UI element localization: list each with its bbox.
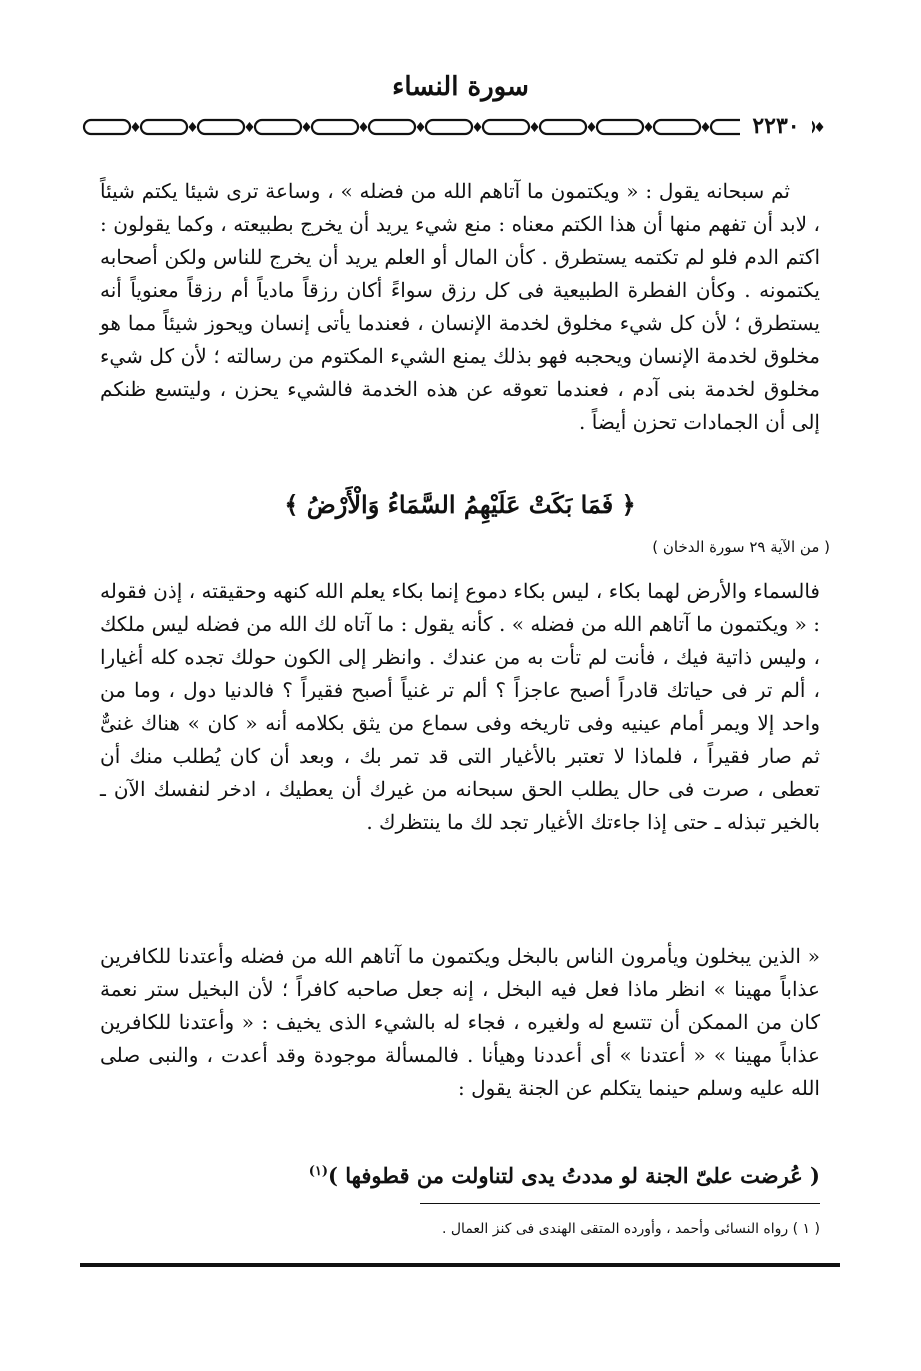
ornament-oval	[597, 120, 643, 134]
paragraph-2: فالسماء والأرض لهما بكاء ، ليس بكاء دموع إنما بكاء يعلم الله كنهه وحقيقته ، إذن فقوله : « ويكتمون ما آتاهم الله من فضله » . كأنه يقول : ما آتاه لك الله من فضله ليس ملكك ، وليس ذاتية فيك ، فأنت لم تأت به من عندك . وانظر إلى الكون حولك تجده كله أغيارا ، ألم تر فى حياتك قادراً أصبح عاجزاً ؟ ألم تر غنياً أصبح فقيراً ؟ فالدنيا دول ، وما من واحد إلا ويمر أمام عينيه وفى تاريخه وفى سماع من يثق بكلامه أنه « كان » هناك غنىٌّ ثم صار فقيراً ، فلماذا لا تعتبر بالأغيار التى قد تمر بك ، وبعد أن كان يُطلب منك أن تعطى ، صرت فى حال يطلب الحق سبحانه من غيرك أن يعطيك ، ادخر لنفسك الآن ـ بالخير تبذله ـ حتى إذا جاءتك الأغيار تجد لك ما ينتظرك .	[100, 579, 820, 834]
ornament-diamond	[531, 122, 539, 132]
ornament-diamond	[360, 122, 368, 132]
ornament-diamond	[588, 122, 596, 132]
surah-title: سورة النساء	[392, 72, 529, 102]
ornament-diamond	[816, 122, 824, 132]
bottom-rule	[80, 1263, 840, 1267]
ornament-diamond	[189, 122, 197, 132]
ornament-oval	[540, 120, 586, 134]
footnote-divider	[420, 1203, 820, 1204]
ornament-diamond	[702, 122, 710, 132]
page-number: ٢٢٣٠	[740, 113, 812, 139]
ornament-diamond	[246, 122, 254, 132]
quran-verse: ﴿ فَمَا بَكَتْ عَلَيْهِمُ السَّمَاءُ وَالْأَرْضُ ﴾	[284, 490, 636, 519]
ornament-band	[80, 115, 840, 139]
verse-reference: ( من الآية ٢٩ سورة الدخان )	[652, 538, 830, 556]
ornament-diamond	[645, 122, 653, 132]
footnote-marker: (١)	[308, 1164, 329, 1179]
ornament-oval	[84, 120, 130, 134]
hadith-quote	[180, 1163, 820, 1188]
ornament-oval	[255, 120, 301, 134]
ornament-oval	[483, 120, 529, 134]
ornament-oval	[198, 120, 244, 134]
ornament-oval	[426, 120, 472, 134]
hadith-text: ( عُرضت علىّ الجنة لو مددتُ يدى لتناولت من قطوفها )	[328, 1163, 820, 1188]
ornament-diamond	[303, 122, 311, 132]
ornament-diamond	[474, 122, 482, 132]
paragraph-1-text: ثم سبحانه يقول : « ويكتمون ما آتاهم الله من فضله » ، وساعة ترى شيئا يكتم شيئاً ، لابد أن تفهم منها أن هذا الكتم معناه : منع شيء يريد أن يخرج بطبيعته ، وكما يقولون : اكتم الدم فلو لم تكتمه يستطرق . كأن المال أو العلم يريد أن يخرج للناس ولكن أصحابه يكتمونه . وكأن الفطرة الطبيعية فى كل رزق سواءً أكان رزقاً مادياً أم رزقاً معنوياً أنه يستطرق ؛ لأن كل شيء مخلوق لخدمة الإنسان ، فعندما يأتى إنسان ويحوز شيئاً مما هو مخلوق لخدمة الإنسان ويحجبه فهو بذلك يمنع الشيء المكتوم من رسالته ؛ لأن كل شيء مخلوق لخدمة بنى آدم ، فعندما تعوقه عن هذه الخدمة فالشيء يحزن ، وليتسع ظنكم إلى أن الجمادات تحزن أيضاً .	[100, 179, 820, 434]
ornament-oval	[312, 120, 358, 134]
ornament-diamond	[417, 122, 425, 132]
footnote: ( ١ ) رواه النسائى وأحمد ، وأورده المتقى الهندى فى كنز العمال .	[441, 1221, 820, 1237]
ornament-oval	[369, 120, 415, 134]
ornament-diamond	[132, 122, 140, 132]
paragraph-3: « الذين يبخلون ويأمرون الناس بالبخل ويكتمون ما آتاهم الله من فضله وأعتدنا للكافرين عذاباً مهينا » انظر ماذا فعل فيه البخل ، إنه جعل صاحبه كافراً ؛ لأن البخيل ستر نعمة كان من الممكن أن تتسع له ولغيره ، فجاء له بالشيء الذى يخيف : « وأعتدنا للكافرين عذاباً مهينا » « أعتدنا » أى أعددنا وهيأنا . فالمسألة موجودة وقد أعدت ، والنبى صلى الله عليه وسلم حينما يتكلم عن الجنة يقول :	[100, 944, 820, 1100]
paragraph-1	[100, 175, 820, 439]
ornament-oval	[654, 120, 700, 134]
ornament-oval	[141, 120, 187, 134]
